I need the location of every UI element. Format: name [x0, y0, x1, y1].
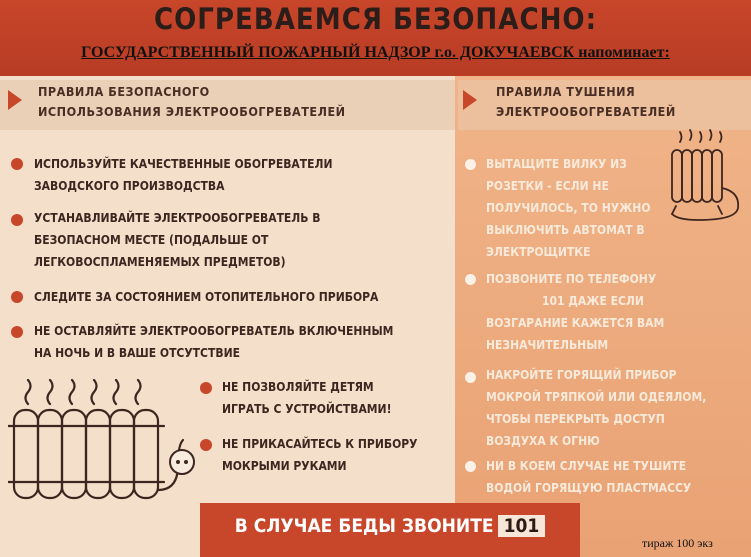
right-item-2: ПОЗВОНИТЕ ПО ТЕЛЕФОНУ 101 ДАЖЕ ЕСЛИ ВОЗГАРАНИЕ КАЖЕТСЯ ВАМ НЕЗНАЧИТЕЛЬНЫМ [486, 272, 665, 352]
page-title: СОГРЕВАЕМСЯ БЕЗОПАСНО: [153, 2, 598, 36]
bullet-dot [465, 461, 476, 472]
left-item-6: НЕ ПРИКАСАЙТЕСЬ К ПРИБОРУ МОКРЫМИ РУКАМИ [222, 437, 418, 473]
left-item-2: УСТАНАВЛИВАЙТЕ ЭЛЕКТРООБОГРЕВАТЕЛЬ В БЕЗОПАСНОМ МЕСТЕ (ПОДАЛЬШЕ ОТ ЛЕГКОВОСПЛАМЕНЯЕМЫХ ПРЕДМЕТОВ) [34, 211, 321, 269]
right-arrow-icon [463, 90, 477, 110]
oil-heater-icon [668, 128, 748, 224]
bullet-dot [465, 372, 476, 383]
bullet-dot [11, 158, 23, 170]
emergency-number: 101 [498, 515, 546, 537]
bullet-dot [465, 274, 476, 285]
page-subtitle: ГОСУДАРСТВЕННЫЙ ПОЖАРНЫЙ НАДЗОР г.о. ДОКУЧАЕВСК напоминает: [81, 44, 670, 61]
footer-call-text: В СЛУЧАЕ БЕДЫ ЗВОНИТЕ 101 [200, 515, 580, 537]
right-item-1: ВЫТАЩИТЕ ВИЛКУ ИЗ РОЗЕТКИ - ЕСЛИ НЕ ПОЛУЧИЛОСЬ, ТО НУЖНО ВЫКЛЮЧИТЬ АВТОМАТ В ЭЛЕКТРОЩИТКЕ [486, 157, 651, 259]
left-item-5: НЕ ПОЗВОЛЯЙТЕ ДЕТЯМ ИГРАТЬ С УСТРОЙСТВАМИ! [222, 380, 392, 416]
right-section-title: ПРАВИЛА ТУШЕНИЯ ЭЛЕКТРООБОГРЕВАТЕЛЕЙ [496, 84, 676, 119]
left-item-4: НЕ ОСТАВЛЯЙТЕ ЭЛЕКТРООБОГРЕВАТЕЛЬ ВКЛЮЧЕННЫМ НА НОЧЬ И В ВАШЕ ОТСУТСТВИЕ [34, 324, 394, 360]
left-arrow-icon [8, 90, 22, 110]
bullet-dot [465, 159, 476, 170]
socket-icon [168, 448, 196, 476]
bullet-dot [200, 439, 212, 451]
right-item-4: НИ В КОЕМ СЛУЧАЕ НЕ ТУШИТЕ ВОДОЙ ГОРЯЩУЮ ПЛАСТМАССУ [486, 459, 692, 495]
print-run: тираж 100 экз [642, 536, 713, 550]
bullet-dot [11, 291, 23, 303]
left-item-3: СЛЕДИТЕ ЗА СОСТОЯНИЕМ ОТОПИТЕЛЬНОГО ПРИБОРА [34, 290, 379, 304]
radiator-icon [8, 370, 198, 505]
bullet-dot [11, 326, 23, 338]
left-item-1: ИСПОЛЬЗУЙТЕ КАЧЕСТВЕННЫЕ ОБОГРЕВАТЕЛИ ЗАВОДСКОГО ПРОИЗВОДСТВА [34, 157, 333, 193]
bullet-dot [11, 214, 23, 226]
left-section-title: ПРАВИЛА БЕЗОПАСНОГО ИСПОЛЬЗОВАНИЯ ЭЛЕКТРООБОГРЕВАТЕЛЕЙ [38, 84, 346, 119]
right-item-3: НАКРОЙТЕ ГОРЯЩИЙ ПРИБОР МОКРОЙ ТРЯПКОЙ ИЛИ ОДЕЯЛОМ, ЧТОБЫ ПЕРЕКРЫТЬ ДОСТУП ВОЗДУХА К ОГНЮ [486, 368, 707, 448]
bullet-dot [200, 382, 212, 394]
